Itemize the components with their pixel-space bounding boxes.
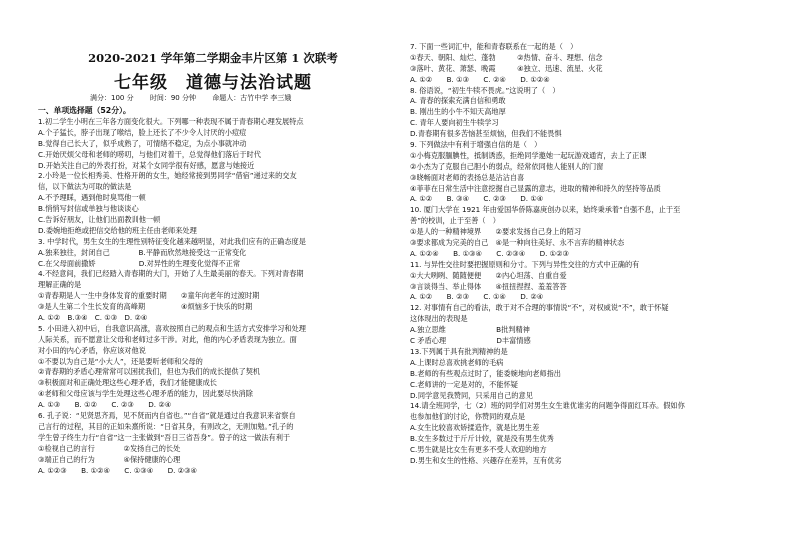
question-line: C. 青年人要向初生牛犊学习 xyxy=(410,118,499,128)
question-line: A. ①③ B. ①② C. ②③ D. ②④ xyxy=(38,400,172,410)
question-line: A. 青春的探索充满自信和勇敢 xyxy=(410,96,506,106)
exam-meta xyxy=(90,93,305,103)
question-line: ③是人生第二个生长发育的高峰期 ④烦恼多于快乐的时期 xyxy=(38,302,253,312)
question-line: ③落叶、黄花、萧瑟、晚霞 ④独立、迅速、流星、火花 xyxy=(410,63,603,73)
question-line: D.同学意见我赞同，只采用自己的意见 xyxy=(410,390,533,400)
question-line: ④菲菲在日常生活中注意挖掘自己显露的意志，进取的精神和持久的坚持等品质 xyxy=(410,183,661,193)
question-line: 1.初二学生小明在三年各方面变化很大。下列哪一种表现不属于青春期心理发展特点 xyxy=(38,117,304,126)
question-line: C 矛盾心理 D丰富情感 xyxy=(410,336,531,346)
question-line: ①是人的一种精神境界 ②要求发扬自己身上的陌习 xyxy=(410,227,582,237)
question-line: A. ①② B. ①③ C. ②④ D. ①②④ xyxy=(410,74,550,84)
question-line: 9. 下列做法中有利于增强自信的是（ ） xyxy=(410,140,542,150)
question-line: A.独来独往，封闭自己 B.平静而欣然地接受这一正常变化 xyxy=(38,247,247,257)
question-line: D.委婉地拒绝或把信交给他的班主任由老师来处理 xyxy=(38,225,197,235)
question-line: C.在父母面前撒娇 D.对异性的生理变化觉得不正常 xyxy=(38,258,241,268)
question-line: A. ①②④ B. ①③④ C. ②③④ D. ①②③ xyxy=(410,248,569,258)
question-line: A.不予理睬，遇到他时臭骂他一顿 xyxy=(38,193,146,203)
question-line: ④老师和父母应该与学生处理这些心理矛盾的能力，因此要尽快消除 xyxy=(38,389,253,399)
question-line: A.独立思维 B批判精神 xyxy=(410,325,530,335)
question-line: 11. 与异性交往时要把握原则和分寸。下列与异性交往的方式中正确的有 xyxy=(410,259,640,269)
question-line: A. ①②③ B. ①②④ C. ①③④ D. ②③④ xyxy=(38,465,197,475)
right-column xyxy=(410,42,685,467)
question-line: ①检视自己的言行 ②发扬自己的长处 xyxy=(38,443,181,453)
question-line: 善”的校训，止于至善（ ） xyxy=(410,216,500,226)
question-line: 13.下列属于具有批判精神的是 xyxy=(410,346,508,356)
question-line: C.告诉好朋友，让他们出面教训他一顿 xyxy=(38,215,161,225)
question-line: D.男生和女生的性格、兴趣存在差异，互有优劣 xyxy=(410,455,562,465)
question-line: 2.小玲是一位长相秀美、性格开朗的女生，她经常接到男同学“借宿”递过来的交友 xyxy=(38,171,297,181)
question-line: ②青春期的矛盾心理常常可以困扰我们，但也为我们的成长提供了契机 xyxy=(38,367,261,377)
exam-time: 时间：90 分钟 xyxy=(149,94,196,102)
question-line: 3. 中学时代，男生女生的生理性别特征变化越来越明显，对此我们应有的正确态度是 xyxy=(38,236,306,246)
full-score: 满分：100 分 xyxy=(90,94,134,102)
question-line: 这体现出的表现是 xyxy=(410,314,468,324)
question-line: ③端正自己的行为 ④保持健康的心理 xyxy=(38,454,181,464)
question-line: ③要求都成为完美的自己 ④是一种向往美好、永不言弃的精神状态 xyxy=(410,238,625,248)
question-line: ③积极面对和正确处理这些心理矛盾，我们才能健康成长 xyxy=(38,378,217,388)
question-line: 人际关系，而不愿意让父母和老师过多干涉。对此，他的内心矛盾表现为独立。面 xyxy=(38,334,297,344)
question-line: B.悄悄写封信或单独与他谈谈心 xyxy=(38,204,139,214)
section-heading: 一、单项选择题（52分）。 xyxy=(38,106,131,115)
question-line: 5. 小田进入初中后，自我意识高涨，喜欢按照自己的观点和生活方式安排学习和处理 xyxy=(38,323,306,333)
question-line: C.开始厌烦父母和老师的唠叨，与他们对着干，总觉得他们落后于时代 xyxy=(38,149,261,159)
question-line: A.女生比较喜欢矫揉造作，就是比男生差 xyxy=(410,423,540,433)
question-line: A.个子猛长，脖子出现了喉结，脸上还长了不少令人讨厌的小痘痘 xyxy=(38,127,247,137)
question-line: ①青春期是人一生中身体发育的重要时期 ②童年向老年的过渡时期 xyxy=(38,291,260,301)
exam-author: 命题人：古竹中学 李三娥 xyxy=(212,94,292,102)
question-line: ①春天、朝阳、灿烂、蓬勃 ②热情、奋斗、理想、信念 xyxy=(410,52,603,62)
question-line: C.男生就是比女生有更多不受人欢迎的地方 xyxy=(410,444,547,454)
question-line: 己言行的过程，其目的正如朱熹所说：“日省其身，有则改之，无则加勉。”孔子的 xyxy=(38,421,294,431)
question-line: A. ①② B. ②③ C. ①④ D. ②④ xyxy=(410,292,544,302)
question-line: ①大大咧咧、随随便便 ②内心坦荡、自重自爱 xyxy=(410,270,567,280)
question-line: 理解正确的是 xyxy=(38,280,82,290)
question-line: A. ①② B. ③④ C. ②③ D. ①④ xyxy=(410,194,544,204)
question-line: B.老师的有些观点过时了，能委婉地向老师指出 xyxy=(410,368,561,378)
question-line: C.老师讲的一定是对的，不能怀疑 xyxy=(410,379,518,389)
question-line: ③晓畅面对老师的表扬总是沾沾自喜 xyxy=(410,172,525,182)
subject-title: 七年级 道德与法治试题 xyxy=(114,73,312,93)
question-line: 信，以下做法为可取的做法是 xyxy=(38,182,132,192)
question-line: ①小梅克服腼腆性，抵制诱惑，拒绝同学邀她一起玩游戏通宵，去上了正课 xyxy=(410,150,647,160)
question-line: ①不要以为自己是“小大人”，还是要听老师和父母的 xyxy=(38,356,203,366)
question-line: A.上课时总喜欢挑老师的毛病 xyxy=(410,357,504,367)
question-line: 8. 俗语说，“初生牛犊不畏虎。”这说明了（ ） xyxy=(410,85,560,95)
question-line: 对小田的内心矛盾，你应该对他说 xyxy=(38,345,146,355)
question-line: 4.不经意间，我们已经踏入青春期的大门，开始了人生最美丽的春天。下列对青春期 xyxy=(38,269,304,279)
question-line: 6. 孔子说：“见贤思齐焉，见不贤而内自省也。”“自省”就是通过自我意识来省察自 xyxy=(38,411,296,421)
question-line: B.女生多数过于斤斤计较，就是没有男生优秀 xyxy=(410,434,554,444)
question-line: 14.请全班同学，七（2）班的同学们对男生女生谁优谁劣的问题争得面红耳赤。假如你 xyxy=(410,401,685,411)
question-line: A. ①② B.③④ C. ①③ D. ②④ xyxy=(38,313,148,323)
question-line: 7. 下面一些词汇中，能和青春联系在一起的是（ ） xyxy=(410,42,578,51)
exam-title: 2020-2021 学年第二学期金丰片区第 1 次联考 xyxy=(88,51,338,65)
question-line: 也参加他们的讨论，你赞同的观点是 xyxy=(410,412,526,422)
question-line: B. 刚出生的小牛不知天高地厚 xyxy=(410,107,506,117)
question-line: 10. 厦门大学在 1921 年由爱国华侨陈嘉庚创办以来，始终秉承着“自强不息，止于至 xyxy=(410,205,681,215)
question-line: D.开始关注自己的外表打扮，对某个女同学很有好感，愿意与她接近 xyxy=(38,160,255,170)
question-line: D.青春期有很多苦恼甚至烦恼，但我们不能畏惧 xyxy=(410,129,562,139)
question-line: ②小杰为了克服自己胆小的弱点，经常依同他人能别人的门窗 xyxy=(410,161,604,171)
question-line: 12. 对事情有自己的看法，敢于对不合理的事情说“不”，对权威说“不”，敢于怀疑 xyxy=(410,303,669,313)
question-line: B.觉得自己长大了，似乎成熟了，可情绪不稳定，为点小事就冲动 xyxy=(38,138,247,148)
question-line: ③言谈得当、举止得体 ④扭扭捏捏、羞羞答答 xyxy=(410,281,567,291)
question-line: 学生曾子终生力行“自省”这一主张做到“吾日三省吾身”。曾子的这一做法有利于 xyxy=(38,432,291,442)
left-column xyxy=(38,117,306,476)
